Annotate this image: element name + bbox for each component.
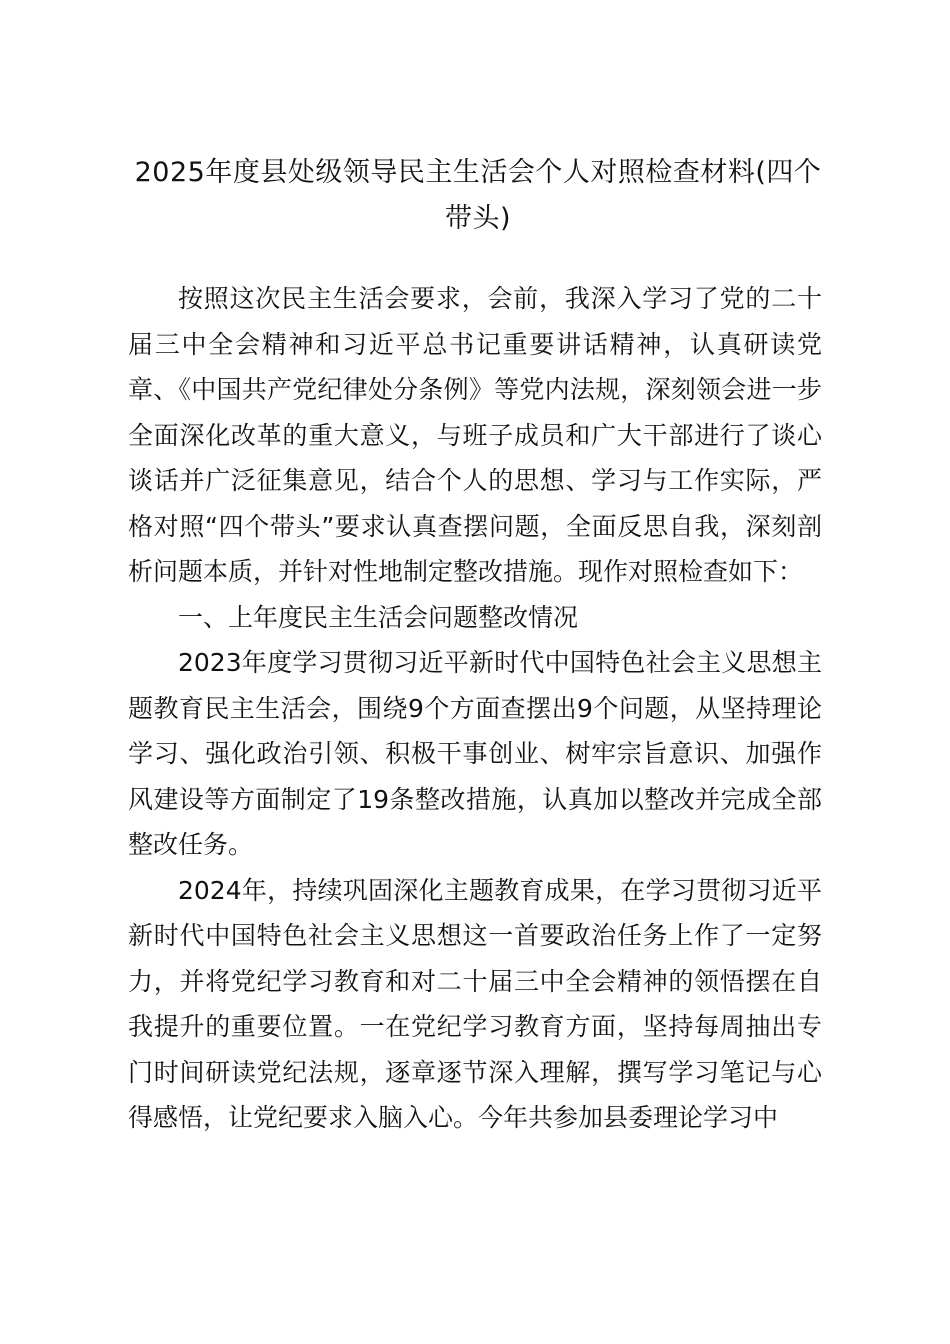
paragraph-2024-progress: 2024年，持续巩固深化主题教育成果，在学习贯彻习近平新时代中国特色社会主义思想这一首要政治任务上作了一定努力，并将党纪学习教育和对二十届三中全会精神的领悟摆在自我提升的重要位置。一在党纪学习教育方面，坚持每周抽出专门时间研读党纪法规，逐章逐节深入理解，撰写学习笔记与心得感悟，让党纪要求入脑入心。今年共参加县委理论学习中 — [128, 875, 822, 1132]
section-heading-1: 一、上年度民主生活会问题整改情况 — [178, 602, 579, 632]
paragraph-intro: 按照这次民主生活会要求，会前，我深入学习了党的二十届三中全会精神和习近平总书记重要讲话精神，认真研读党章、《中国共产党纪律处分条例》等党内法规，深刻领会进一步全面深化改革的重大意义，与班子成员和广大干部进行了谈心谈话并广泛征集意见，结合个人的思想、学习与工作实际，严格对照“四个带头”要求认真查摆问题，全面反思自我，深刻剖析问题本质，并针对性地制定整改措施。现作对照检查如下： — [128, 284, 822, 586]
paragraph-2023-rectification: 2023年度学习贯彻习近平新时代中国特色社会主义思想主题教育民主生活会，围绕9个方面查摆出9个问题，从坚持理论学习、强化政治引领、积极干事创业、树牢宗旨意识、加强作风建设等方面制定了19条整改措施，认真加以整改并完成全部整改任务。 — [128, 648, 822, 859]
document-title: 2025年度县处级领导民主生活会个人对照检查材料(四个带头) — [134, 157, 822, 234]
document-body — [128, 276, 822, 1141]
